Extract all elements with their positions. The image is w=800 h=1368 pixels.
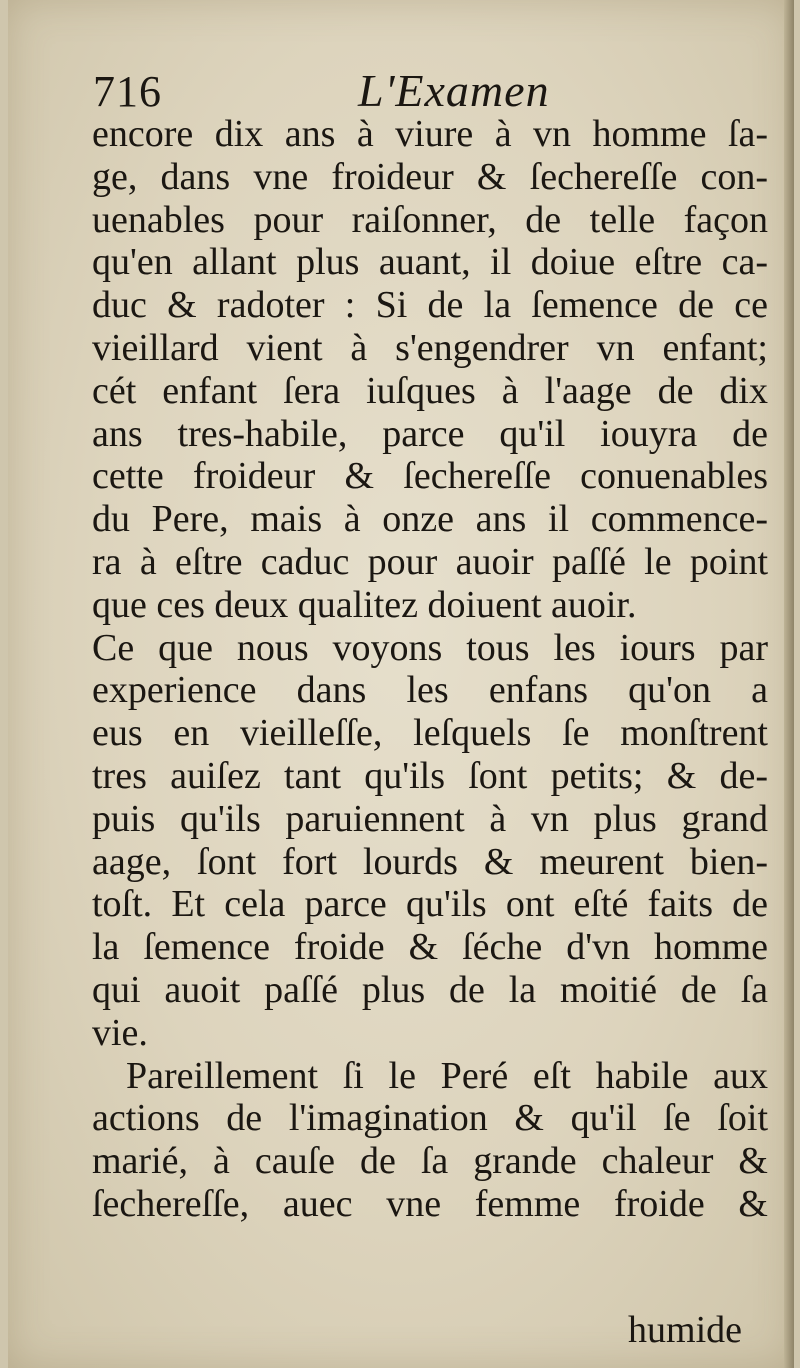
running-head: L'Examen — [358, 65, 550, 116]
text-line: qui auoit paſſé plus de la moitié de ſa — [92, 968, 768, 1011]
text-line: toſt. Et cela parce qu'ils ont eſté faits de — [92, 883, 768, 926]
text-line: aage, ſont fort lourds & meurent bien- — [92, 840, 768, 883]
text-line: ans tres-habile, parce qu'il iouyra de — [92, 412, 768, 455]
text-line: experience dans les enfans qu'on a — [92, 669, 768, 712]
page-number: 716 — [93, 67, 162, 116]
body-text — [92, 113, 768, 1226]
book-page — [8, 0, 794, 1368]
text-line: cét enfant ſera iuſques à l'aage de dix — [92, 369, 768, 412]
text-line: Pareillement ſi le Peré eſt habile aux — [126, 1054, 768, 1097]
text-line: vie. — [92, 1011, 148, 1054]
text-line: uenables pour raiſonner, de telle façon — [92, 198, 768, 241]
text-line: Ce que nous voyons tous les iours par — [92, 626, 768, 669]
text-line: que ces deux qualitez doiuent auoir. — [92, 583, 637, 626]
text-line: la ſemence froide & ſéche d'vn homme — [92, 926, 768, 969]
page-edge — [784, 0, 794, 1368]
text-line: ge, dans vne froideur & ſechereſſe con- — [92, 155, 768, 198]
text-line: actions de l'imagination & qu'il ſe ſoit — [92, 1097, 768, 1140]
text-line: qu'en allant plus auant, il doiue eſtre ca- — [92, 241, 768, 284]
text-line: tres auiſez tant qu'ils ſont petits; & de- — [92, 754, 768, 797]
text-line: ſechereſſe, auec vne femme froide & — [92, 1182, 768, 1225]
text-line: puis qu'ils paruiennent à vn plus grand — [92, 797, 768, 840]
text-line: ra à eſtre caduc pour auoir paſſé le point — [92, 540, 768, 583]
text-line: vieillard vient à s'engendrer vn enfant; — [92, 326, 768, 369]
text-line: eus en vieilleſſe, leſquels ſe monſtrent — [92, 712, 768, 755]
text-line: duc & radoter : Si de la ſemence de ce — [92, 284, 768, 327]
text-line: encore dix ans à viure à vn homme ſa- — [92, 113, 768, 155]
page-header — [93, 62, 753, 118]
text-line: cette froideur & ſechereſſe conuenables — [92, 455, 768, 498]
text-line: du Pere, mais à onze ans il commence- — [92, 498, 768, 541]
text-line: marié, à cauſe de ſa grande chaleur & — [92, 1140, 768, 1183]
catchword: humide — [628, 1309, 742, 1351]
